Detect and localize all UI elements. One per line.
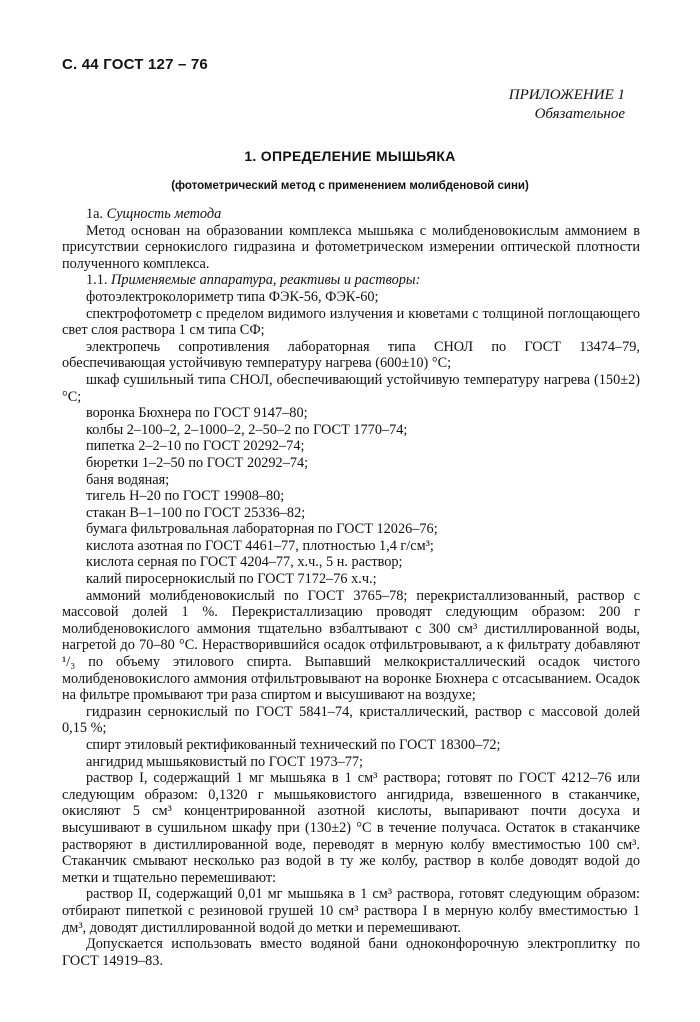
paragraph-heading: Сущность метода xyxy=(106,206,222,222)
list-item: стакан В–1–100 по ГОСТ 25336–82; xyxy=(86,504,306,521)
list-item: электропечь сопротивления лабораторная типа СНОЛ по ГОСТ 13474–79, обеспечивающая устойчивую температуру нагрева (600±10) °С; xyxy=(62,338,640,372)
list-item: кислота серная по ГОСТ 4204–77, х.ч., 5 н. раствор; xyxy=(86,554,403,571)
list-item: калий пиросернокислый по ГОСТ 7172–76 х.ч.; xyxy=(86,571,377,588)
list-item: спирт этиловый ректификованный технический по ГОСТ 18300–72; xyxy=(86,737,501,753)
list-item: бюретки 1–2–50 по ГОСТ 20292–74; xyxy=(86,454,309,471)
appendix-note: Обязательное xyxy=(534,106,625,122)
paragraph-number: 1.1. xyxy=(86,272,112,289)
list-item: фотоэлектроколориметр типа ФЭК-56, ФЭК-60; xyxy=(86,288,379,305)
list-item: аммоний молибденовокислый по ГОСТ 3765–78; перекристаллизованный, раствор с массовой долей 1 %. Перекристаллизацию проводят следующим образом: 200 г молибденовокислого аммония тщательно взбалтывают с 300 см³ дистиллированной воды, нагретой до 70–80 °С. Нерастворившийся осадок отфильтровывают, а к фильтрату добавляют ¹/₃ по объему этилового спирта. Выпавший мелкокристаллический осадок чистого молибденовокислого аммония отфильтровывают на воронке Бюхнера с отсасыванием. Осадок на фильтре промывают три раза спиртом и высушивают на воздухе; xyxy=(62,587,640,704)
section-subtitle: (фотометрический метод с применением молибденовой сини) xyxy=(171,180,529,192)
list-item: воронка Бюхнера по ГОСТ 9147–80; xyxy=(86,405,308,422)
section-title: 1. ОПРЕДЕЛЕНИЕ МЫШЬЯКА xyxy=(244,148,456,164)
list-item: Допускается использовать вместо водяной бани одноконфорочную электроплитку по ГОСТ 14919–83. xyxy=(62,936,640,969)
list-item: шкаф сушильный типа СНОЛ, обеспечивающий устойчивую температуру нагрева (150±2) °С; xyxy=(62,371,640,405)
paragraph-1a xyxy=(62,206,640,223)
list-item: раствор II, содержащий 0,01 мг мышьяка в 1 см³ раствора, готовят следующим образом: отбирают пипеткой с резиновой грушей 10 см³ раствора I в мерную колбу вместимостью 1 дм³, доводят дистиллированной водой до метки и перемешивают. xyxy=(62,886,640,936)
list-item: гидразин сернокислый по ГОСТ 5841–74, кристаллический, раствор с массовой долей 0,15 %; xyxy=(62,703,640,737)
list-item: ангидрид мышьяковистый по ГОСТ 1973–77; xyxy=(86,753,364,770)
document-body xyxy=(62,206,640,969)
page-header: С. 44 ГОСТ 127 – 76 xyxy=(62,56,208,73)
list-item: бумага фильтровальная лабораторная по ГОСТ 12026–76; xyxy=(86,521,438,538)
list-item: пипетка 2–2–10 по ГОСТ 20292–74; xyxy=(86,438,305,455)
list-item: спектрофотометр с пределом видимого излучения и кюветами с толщиной поглощающего свет слоя раствора 1 см типа СФ; xyxy=(62,305,640,339)
list-item: раствор I, содержащий 1 мг мышьяка в 1 см³ раствора; готовят по ГОСТ 4212–76 или следующим образом: 0,1320 г мышьяковистого ангидрида, взвешенного в стаканчике, окисляют 5 см³ концентрированной азотной кислоты, выпаривают почти досуха и высушивают в сушильном шкафу при (130±2) °С в течение получаса. Остаток в стаканчике растворяют в дистиллированной воде, переводят в мерную колбу вместимостью 100 см³. Стаканчик смывают несколько раз водой в ту же колбу, раствор в колбе доводят водой до метки и тщательно перемешивают: xyxy=(62,770,640,886)
paragraph-number: 1а. xyxy=(86,206,107,222)
appendix-label: ПРИЛОЖЕНИЕ 1 xyxy=(508,87,625,103)
list-item: баня водяная; xyxy=(86,471,170,488)
appendix-block xyxy=(509,86,625,124)
list-item: тигель Н–20 по ГОСТ 19908–80; xyxy=(86,488,285,505)
paragraph-heading: Применяемые аппаратура, реактивы и растворы: xyxy=(111,272,421,289)
list-item: колбы 2–100–2, 2–1000–2, 2–50–2 по ГОСТ 1770–74; xyxy=(86,421,408,438)
paragraph-text: Метод основан на образовании комплекса мышьяка с молибденовокислым аммонием в присутствии сернокислого гидразина и фотометрическом измерении оптической плотности полученного комплекса. xyxy=(62,222,640,272)
paragraph-1-1 xyxy=(62,272,640,289)
list-item: кислота азотная по ГОСТ 4461–77, плотностью 1,4 г/см³; xyxy=(86,537,434,554)
